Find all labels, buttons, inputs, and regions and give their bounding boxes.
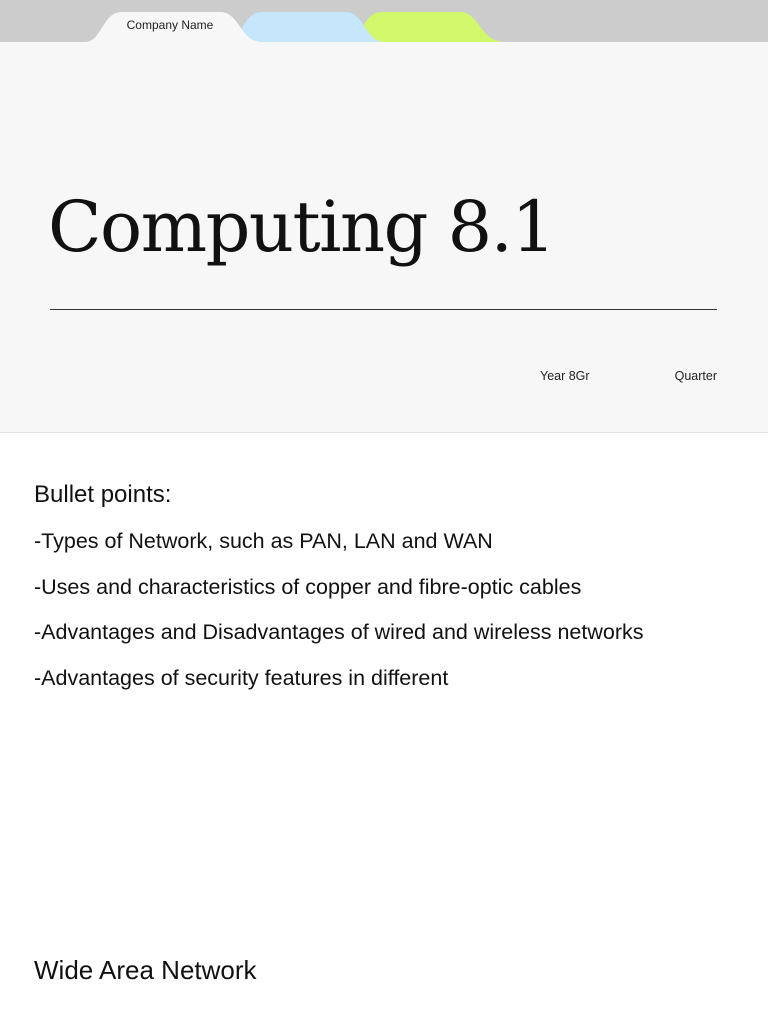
cover-slide [0, 0, 768, 433]
slide-title: Computing 8.1 [48, 186, 555, 268]
list-item: -Uses and characteristics of copper and fibre-optic cables [34, 574, 582, 599]
company-name-tab-label: Company Name [126, 18, 214, 32]
bullet-list [34, 527, 734, 692]
wide-area-network-heading: Wide Area Network [34, 955, 257, 985]
tab-strip [0, 0, 768, 42]
year-label: Year 8Gr [540, 369, 590, 383]
notes-section [0, 481, 768, 985]
list-item: -Advantages and Disadvantages of wired and wireless networks [34, 620, 644, 644]
quarter-label: Quarter [674, 369, 717, 383]
bullet-points-heading: Bullet points: [34, 481, 172, 508]
list-item: -Types of Network, such as PAN, LAN and WAN [34, 529, 493, 553]
list-item: -Advantages of security features in different [34, 665, 449, 690]
title-divider [50, 309, 717, 310]
